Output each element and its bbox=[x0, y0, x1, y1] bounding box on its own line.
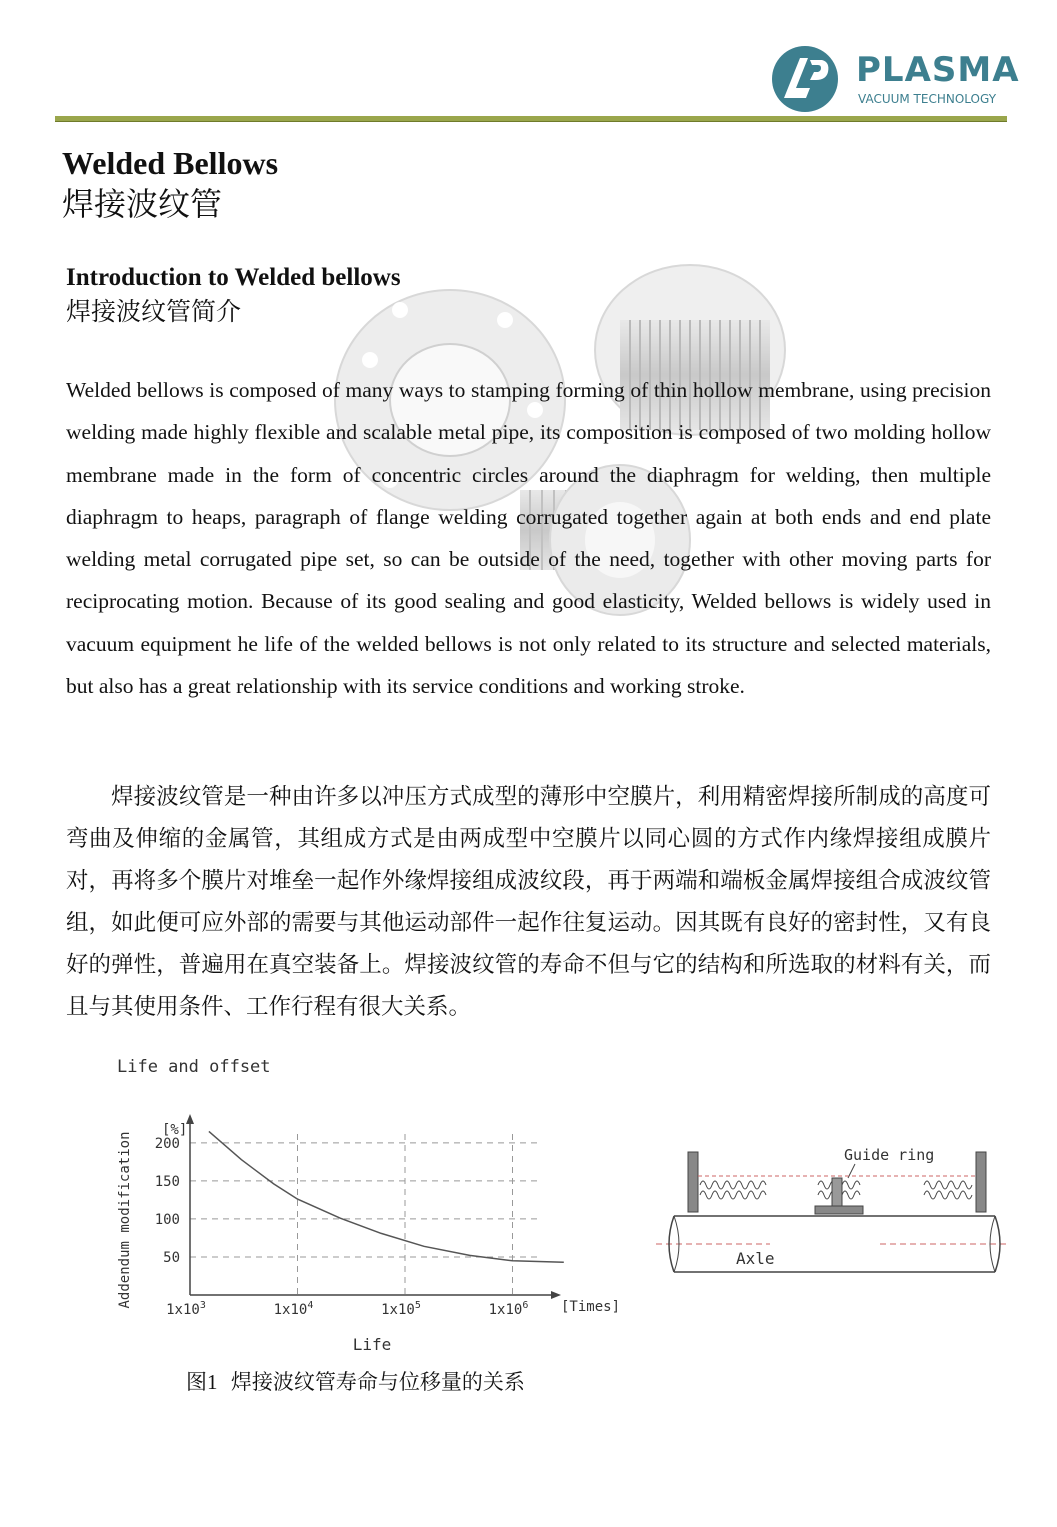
header-divider bbox=[55, 116, 1007, 122]
section-title-cn: 焊接波纹管简介 bbox=[66, 297, 242, 326]
intro-paragraph-cn: 焊接波纹管是一种由许多以冲压方式成型的薄形中空膜片，利用精密焊接所制成的高度可弯曲及伸缩的金属管，其组成方式是由两成型中空膜片以同心圆的方式作内缘焊接组成膜片对，再将多个膜片对堆垒一起作外缘焊接组成波纹段，再于两端和端板金属焊接组合成波纹管组，如此便可应外部的需要与其他运动部件一起作往复运动。因其既有良好的密封性，又有良好的弹性，普遍用在真空装备上。焊接波纹管的寿命不但与它的结构和所选取的材料有关，而且与其使用条件、工作行程有很大关系。 bbox=[66, 784, 991, 1020]
page-title-en: Welded Bellows bbox=[62, 145, 279, 181]
figure-caption-text: 焊接波纹管寿命与位移量的关系 bbox=[230, 1370, 525, 1394]
page-title-cn: 焊接波纹管 bbox=[62, 185, 223, 223]
right-bellows bbox=[924, 1181, 972, 1199]
life-offset-chart bbox=[100, 1110, 640, 1365]
company-logo bbox=[770, 44, 1020, 114]
y-tick-label: 100 bbox=[154, 1211, 180, 1228]
y-tick-label: 150 bbox=[154, 1173, 180, 1190]
x-axis-arrow bbox=[551, 1291, 561, 1299]
left-bellows bbox=[700, 1181, 766, 1199]
axle-label: Axle bbox=[736, 1249, 775, 1268]
right-flange bbox=[976, 1152, 986, 1212]
x-tick-label: $1x10^5$ bbox=[381, 1300, 421, 1318]
section-title-en: Introduction to Welded bellows bbox=[66, 264, 401, 291]
x-unit-label: [Times] bbox=[561, 1299, 621, 1315]
chart-grid bbox=[190, 1134, 540, 1295]
left-flange bbox=[688, 1152, 698, 1212]
y-unit-label: [%] bbox=[162, 1122, 188, 1138]
logo-name: PLASMA bbox=[856, 50, 1020, 90]
y-tick-label: 50 bbox=[163, 1249, 180, 1266]
x-tick-label: $1x10^4$ bbox=[273, 1300, 314, 1318]
figure-caption bbox=[186, 1368, 525, 1396]
guide-ring-diagram bbox=[650, 1140, 1010, 1280]
figure-number: 图1 bbox=[186, 1370, 218, 1394]
chart-title: Life and offset bbox=[117, 1057, 271, 1077]
y-axis-label: Addendum modification bbox=[117, 1131, 133, 1309]
guide-ring-label: Guide ring bbox=[844, 1146, 935, 1164]
intro-paragraph-en: Welded bellows is composed of many ways to stamping forming of thin hollow membrane, using precision welding made highly flexible and scalable metal pipe, its composition is composed of two molding hollow membrane made in the form of concentric circles around the diaphragm for welding, then multiple diaphragm to heaps, paragraph of flange welding corrugated together again at both ends and end plate welding metal corrugated pipe set, so can be outside of the need, together with other moving parts for reciprocating motion. Because of its good sealing and good elasticity, Welded bellows is widely used in vacuum equipment he life of the welded bellows is not only related to its structure and selected materials, but also has a great relationship with its service conditions and working stroke. bbox=[66, 378, 991, 699]
y-tick-label: 200 bbox=[154, 1135, 180, 1152]
logo-subtitle: VACUUM TECHNOLOGY bbox=[858, 92, 997, 106]
series-line bbox=[209, 1131, 564, 1262]
x-tick-label: $1x10^6$ bbox=[488, 1300, 529, 1318]
plasma-logo-icon bbox=[770, 44, 840, 114]
guide-ring bbox=[832, 1178, 842, 1206]
x-tick-label: $1x10^3$ bbox=[166, 1300, 206, 1318]
x-axis-label: Life bbox=[352, 1335, 392, 1354]
